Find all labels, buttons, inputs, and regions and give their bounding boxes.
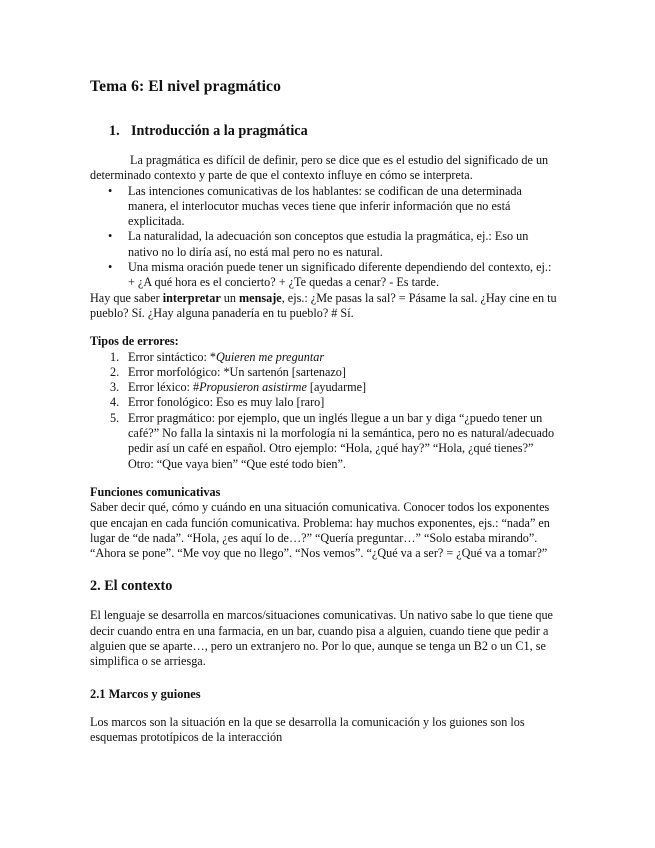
spacer bbox=[90, 561, 560, 577]
item-number: 1. bbox=[110, 349, 120, 364]
error-text: Error sintáctico: * bbox=[128, 349, 216, 364]
error-example: Quieren me preguntar bbox=[216, 349, 325, 364]
bullet-text: La naturalidad, la adecuación son conceptos que estudia la pragmática, ej.: Eso un nativo no lo diría así, no está mal pero no es natural. bbox=[128, 229, 529, 259]
errors-heading: Tipos de errores: bbox=[90, 334, 179, 349]
spacer bbox=[90, 670, 560, 686]
contexto-paragraph: El lenguaje se desarrolla en marcos/situaciones comunicativas. Un nativo sabe lo que tiene que decir cuando entra en una farmacia, en un bar, cuando pisa a alguien, cuando tiene que pedir a alguien que se aparte…, pero un extranjero no. Por lo que, aunque se tenga un B2 o un C1, se simplifica o se arriesga. bbox=[90, 608, 553, 669]
error-text: Error fonológico: Eso es muy lalo [raro] bbox=[128, 395, 325, 410]
section-1-number: 1. bbox=[109, 123, 120, 139]
marcos-paragraph: Los marcos son la situación en la que se desarrolla la comunicación y los guiones son los esquemas prototípicos de la interacción bbox=[90, 714, 525, 744]
funciones-paragraph: Saber decir qué, cómo y cuándo en una situación comunicativa. Conocer todos los exponentes que encajan en cada función comunicativa. Problema: hay muchos exponentes, ejs.: “nada” en lugar de “de nada”. “Hola, ¿es aquí lo de…?” “Quería preguntar…” “Solo estaba mirando”. “Ahora se pone”. “Me voy que no llego”. “Nos vemos”. “¿Qué va a ser? = ¿Qué va a tomar?” bbox=[90, 500, 550, 561]
interpret-paragraph bbox=[90, 291, 560, 322]
error-correction: [ayudarme] bbox=[306, 380, 367, 395]
item-number: 3. bbox=[110, 380, 120, 395]
bullet-icon: • bbox=[108, 260, 113, 275]
errors-list bbox=[90, 350, 560, 472]
intro-paragraph: La pragmática es difícil de definir, pero se dice que es el estudio del significado de un determinado contexto y parte de que el contexto influye en cómo se interpreta. bbox=[90, 153, 549, 183]
item-number: 4. bbox=[110, 395, 120, 410]
section-1-heading bbox=[109, 122, 560, 140]
list-item bbox=[110, 364, 560, 380]
list-item bbox=[110, 380, 560, 395]
error-text: Error léxico: # bbox=[128, 380, 200, 395]
interpret-text-2: un bbox=[220, 290, 240, 305]
list-item bbox=[108, 229, 560, 260]
document-body bbox=[90, 77, 560, 745]
error-example: Propusieron asistirme bbox=[199, 380, 307, 395]
spacer bbox=[90, 472, 560, 485]
list-item bbox=[110, 395, 560, 410]
list-item bbox=[110, 349, 560, 365]
bullet-text: Una misma oración puede tener un significado diferente dependiendo del contexto, ej.: + ¿A qué hora es el concierto? + ¿Te quedas a cenar? - Es tarde. bbox=[128, 260, 552, 290]
intro-bullet-list bbox=[90, 184, 560, 291]
list-item bbox=[110, 410, 560, 472]
error-text: Error morfológico: *Un sartenón [sartenazo] bbox=[128, 364, 346, 379]
list-item bbox=[108, 183, 560, 230]
interpret-text-3: , ejs.: ¿Me pasas la sal? = Pásame la sal. ¿Hay cine en tu pueblo? Sí. ¿Hay alguna panadería en tu pueblo? # Sí. bbox=[90, 290, 557, 320]
list-item bbox=[108, 260, 560, 291]
section-2-1-heading: 2.1 Marcos y guiones bbox=[90, 686, 201, 701]
bullet-icon: • bbox=[108, 183, 113, 198]
page-title: Tema 6: El nivel pragmático bbox=[90, 78, 281, 95]
item-number: 5. bbox=[110, 410, 120, 425]
mensaje-term: mensaje bbox=[239, 290, 282, 305]
bullet-icon: • bbox=[108, 229, 113, 244]
spacer bbox=[90, 321, 560, 334]
bullet-text: Las intenciones comunicativas de los hablantes: se codifican de una determinada manera, el interlocutor muchas veces tiene que inferir información que no está explicitada. bbox=[128, 183, 522, 229]
error-text: Error pragmático: por ejemplo, que un inglés llegue a un bar y diga “¿puedo tener un café?” No falla la sintaxis ni la morfología ni la semántica, pero no es natural/adecuado pedir así un café en español. Otro ejemplo: “Hola, ¿qué hay?” “Hola, ¿qué tienes?” Otro: “Que vaya bien” “Que esté todo bien”. bbox=[128, 410, 555, 471]
interpretar-term: interpretar bbox=[162, 290, 221, 305]
section-1-title: Introducción a la pragmática bbox=[131, 123, 308, 139]
funciones-heading: Funciones comunicativas bbox=[90, 484, 221, 499]
section-2-heading: 2. El contexto bbox=[90, 578, 173, 595]
interpret-text-1: Hay que saber bbox=[90, 290, 163, 305]
item-number: 2. bbox=[110, 364, 120, 379]
